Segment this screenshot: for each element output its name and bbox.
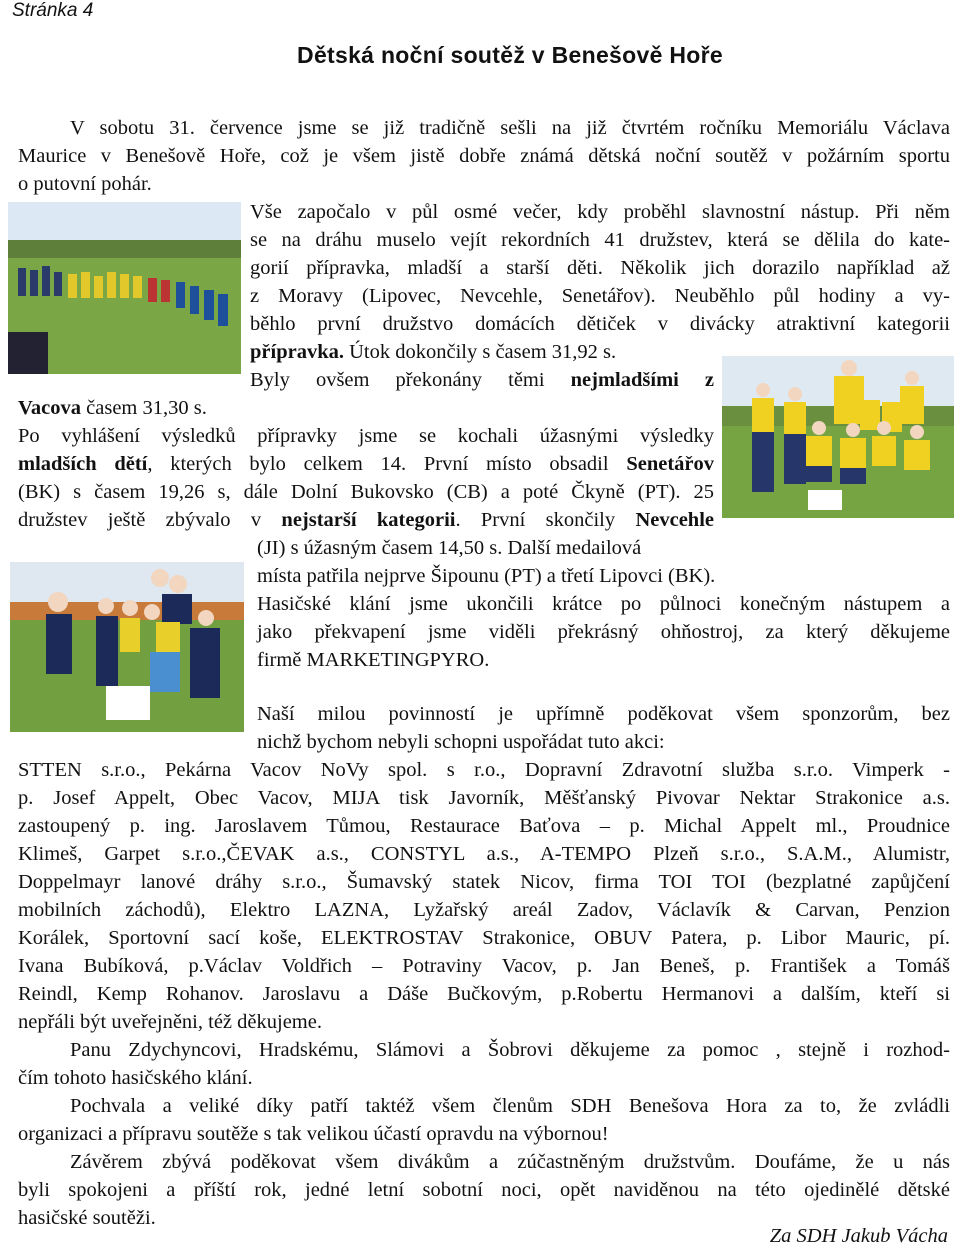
text-line-m-1-rest: časem 31,30 s. (81, 397, 207, 419)
intro-line-2: Maurice v Benešově Hoře, což je všem jistě dobře známá dětská noční soutěž v požárním sportu (18, 145, 950, 167)
para2-line-1: Panu Zdychyncovi, Hradskému, Slámovi a Šobrovi děkujeme za pomoc , stejně i rozhod- (70, 1039, 950, 1061)
photo-winners-image (722, 356, 954, 518)
photo-lineup-image (8, 202, 241, 374)
photo-lineup (8, 202, 241, 374)
signature: Za SDH Jakub Vácha (769, 1225, 948, 1247)
text-line-m-5-c: . První skončily (455, 509, 636, 531)
text-line-c1-7-b: nejmladšími z (570, 369, 715, 391)
text-line-c1-6 (250, 338, 616, 366)
team-nevcehle: Nevcehle (635, 509, 714, 531)
photo-group-image (10, 562, 244, 732)
text-line-m-1 (18, 394, 207, 422)
text-line-m-5-a: družstev ještě zbývalo v (18, 509, 282, 531)
text-line-c3-4: jako překvapení jsme viděli překrásný ohňostroj, za který děkujeme (257, 621, 950, 643)
thanks-line-1: Naší milou povinností je upřímně poděkovat všem sponzorům, bez (257, 703, 950, 725)
category-mladsi: mladších dětí (18, 453, 148, 475)
text-line-m-4: (BK) s časem 19,26 s, dále Dolní Bukovsko (CB) a poté Čkyně (PT). 25 (18, 481, 714, 503)
text-line-c1-6-rest: Útok dokončily s časem 31,92 s. (343, 341, 617, 363)
text-line-c1-7-a: Byly ovšem překonány těmi (250, 369, 571, 391)
para3-line-2: organizaci a přípravu soutěže s tak velikou účastí opravdu na výbornou! (18, 1123, 609, 1145)
sponsor-line-5: Doppelmayr lanové dráhy s.r.o., Šumavský statek Nicov, firma TOI TOI (bezplatné zapůjčení (18, 871, 950, 893)
thanks-line-2: nichž bychom nebyli schopni uspořádat tuto akci: (257, 731, 665, 753)
para4-line-2: byli spokojeni a příští rok, jedné letní sobotní noci, opět naviděnou na této ojedinělé dětské (18, 1179, 950, 1201)
para4-line-3: hasičské soutěži. (18, 1207, 156, 1229)
sponsor-line-2: p. Josef Appelt, Obec Vacov, MIJA tisk Javorník, Měšťanský Pivovar Nektar Strakonice a.s. (18, 787, 950, 809)
text-line-m-3-b: , kterých bylo celkem 14. První místo obsadil (147, 453, 627, 475)
sponsor-line-4: Klimeš, Garpet s.r.o.,ČEVAK a.s., CONSTYL a.s., A-TEMPO Plzeň s.r.o., S.A.M., Alumistr, (18, 843, 950, 865)
photo-group (10, 562, 244, 732)
photo-winners (722, 356, 954, 518)
text-line-c3-3: Hasičské klání jsme ukončili krátce po půlnoci konečným nástupem a (257, 593, 950, 615)
intro-line-1: V sobotu 31. července jsme se již tradičně sešli na již čtvrtém ročníku Memoriálu Václava (70, 117, 950, 139)
text-line-m-3 (18, 450, 714, 478)
text-line-m-2: Po vyhlášení výsledků přípravky jsme se kochali úžasnými výsledky (18, 425, 714, 447)
intro-line-3: o putovní pohár. (18, 173, 152, 195)
para3-line-1: Pochvala a veliké díky patří taktéž všem členům SDH Benešova Hora za to, že zvládli (70, 1095, 950, 1117)
category-nejstarsi: nejstarší kategorii (281, 509, 456, 531)
sponsor-line-9: Reindl, Kemp Rohanov. Jaroslavu a Dáše Bučkovým, p.Robertu Hermanovi a dalším, kteří si (18, 983, 950, 1005)
text-line-c1-1: Vše započalo v půl osmé večer, kdy proběhl slavnostní nástup. Při něm (250, 201, 950, 223)
sponsor-line-6: mobilních záchodů), Elektro LAZNA, Lyžařský areál Zadov, Václavík & Carvan, Penzion (18, 899, 950, 921)
para2-line-2: čím tohoto hasičského klání. (18, 1067, 253, 1089)
text-line-c1-2: se na dráhu muselo vejít rekordních 41 družstev, která se dělila do kate- (250, 229, 950, 251)
text-line-c1-7 (250, 366, 714, 394)
team-senetarov: Senetářov (626, 453, 714, 475)
team-vacova: Vacova (18, 397, 82, 419)
para4-line-1: Závěrem zbývá poděkovat všem divákům a zúčastněným družstvům. Doufáme, že u nás (70, 1151, 950, 1173)
text-line-c1-3: gorií přípravka, mladší a starší děti. Několik jich dorazilo například až (250, 257, 950, 279)
sponsor-line-3: zastoupený p. ing. Jaroslavem Tůmou, Restaurace Baťova – p. Michal Appelt ml., Proudnice (18, 815, 950, 837)
sponsor-line-10: nepřáli být uveřejněni, též děkujeme. (18, 1011, 322, 1033)
sponsor-line-8: Ivana Bubíková, p.Václav Voldřich – Potraviny Vacov, p. Jan Beneš, p. František a Tomáš (18, 955, 950, 977)
sponsor-line-1: STTEN s.r.o., Pekárna Vacov NoVy spol. s r.o., Dopravní Zdravotní služba s.r.o. Vimperk - (18, 759, 950, 781)
text-line-c1-4: z Moravy (Lipovec, Nevcehle, Senetářov). Neuběhlo půl hodiny a vy- (250, 285, 950, 307)
text-line-c3-2: místa patřila nejprve Šipounu (PT) a třetí Lipovci (BK). (257, 565, 716, 587)
sponsor-line-7: Korálek, Sportovní sací koše, ELEKTROSTAV Strakonice, OBUV Patera, p. Libor Mauric, pí. (18, 927, 950, 949)
text-line-m-5 (18, 506, 714, 534)
page-header: Stránka 4 (12, 0, 94, 21)
text-line-c3-1: (JI) s úžasným časem 14,50 s. Další medailová (257, 537, 642, 559)
article-title: Dětská noční soutěž v Benešově Hoře (297, 42, 723, 68)
text-line-c1-5: běhlo první družstvo domácích dětiček v divácky atraktivní kategorii (250, 313, 950, 335)
text-line-c3-5: firmě MARKETINGPYRO. (257, 649, 490, 671)
category-pripravka: přípravka. (250, 341, 344, 363)
